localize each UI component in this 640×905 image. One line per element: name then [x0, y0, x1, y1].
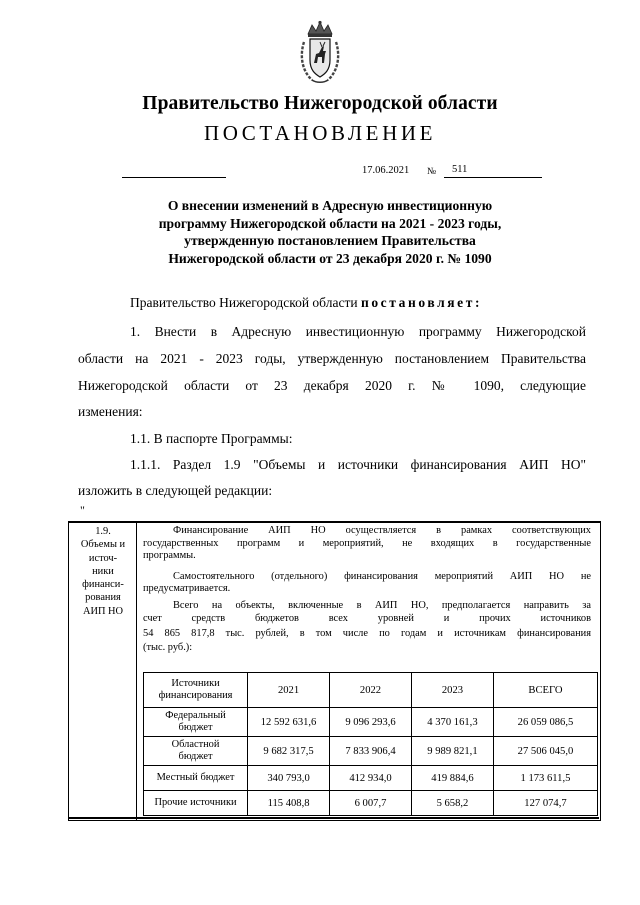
table-header-row — [144, 673, 598, 708]
row-label: Местный бюджет — [144, 766, 248, 791]
financing-text-line: Всего на объекты, включенные в АИП НО, предполагается направить за — [173, 600, 591, 611]
financing-table — [143, 672, 598, 816]
row-label — [144, 708, 248, 737]
section-label — [72, 525, 134, 618]
row-label-line: Областной — [171, 739, 220, 750]
table-cell: 5 658,2 — [411, 791, 493, 816]
table-cell: 12 592 631,6 — [248, 708, 330, 737]
table-row — [144, 766, 598, 791]
item-1-1-1-line: 1.1.1. Раздел 1.9 "Объемы и источники финансирования АИП НО" — [130, 457, 586, 472]
financing-text-line: 54 865 817,8 тыс. рублей, в том числе по годам и источникам финансирования — [143, 628, 591, 639]
table-row — [144, 708, 598, 737]
item-1-1: 1.1. В паспорте Программы: — [130, 431, 293, 446]
table-cell: 115 408,8 — [248, 791, 330, 816]
decree-verb: постановляет: — [360, 295, 483, 310]
table-cell: 9 989 821,1 — [411, 737, 493, 766]
header-year: 2022 — [330, 673, 412, 708]
financing-text-line: Самостоятельного (отдельного) финансирования мероприятий АИП НО не — [173, 571, 591, 582]
table-cell: 340 793,0 — [248, 766, 330, 791]
table-cell: 9 096 293,6 — [330, 708, 412, 737]
header-source — [144, 673, 248, 708]
subject-line: Нижегородской области от 23 декабря 2020 г. № 1090 — [168, 250, 492, 266]
decree-prefix: Правительство Нижегородской области — [130, 295, 361, 310]
financing-text-line: (тыс. руб.): — [143, 642, 193, 653]
row-label-line: бюджет — [178, 751, 213, 762]
signature-line — [122, 177, 226, 178]
row-label-line: бюджет — [178, 722, 213, 733]
section-divider — [136, 523, 137, 820]
row-label — [144, 737, 248, 766]
document-kind: ПОСТАНОВЛЕНИЕ — [203, 121, 437, 145]
item-1-1-1-line: изложить в следующей редакции: — [78, 483, 273, 498]
table-cell: 412 934,0 — [330, 766, 412, 791]
table-cell: 26 059 086,5 — [493, 708, 597, 737]
subject-line: утвержденную постановлением Правительства — [184, 233, 476, 248]
item-1-line: изменения: — [78, 404, 143, 419]
financing-text-line: Финансирование АИП НО осуществляется в рамках соответствующих — [173, 525, 591, 536]
section-label-line: 1.9. — [95, 526, 111, 537]
table-cell: 6 007,7 — [330, 791, 412, 816]
coat-of-arms-icon — [298, 20, 342, 86]
section-label-line: финанси- — [82, 579, 124, 591]
table-cell: 9 682 317,5 — [248, 737, 330, 766]
section-label-line: АИП НО — [82, 605, 124, 617]
subject-line: О внесении изменений в Адресную инвестиционную — [167, 198, 493, 213]
header-source-line: Источники — [171, 678, 220, 689]
table-cell: 1 173 611,5 — [493, 766, 597, 791]
table-cell: 4 370 161,3 — [411, 708, 493, 737]
row-label: Прочие источники — [144, 791, 248, 816]
row-label-line: Федеральный — [165, 710, 226, 721]
financing-text-line: программы. — [143, 550, 196, 561]
document-subject — [80, 197, 580, 267]
table-row — [144, 737, 598, 766]
document-number: 511 — [452, 164, 468, 175]
document-date: 17.06.2021 — [362, 165, 410, 176]
financing-text-line: счет средств бюджетов всех уровней и прочих источников — [143, 613, 591, 624]
section-label-line: рования — [85, 592, 121, 604]
header-year: 2021 — [248, 673, 330, 708]
section-frame-bottom — [68, 817, 599, 819]
table-cell: 127 074,7 — [493, 791, 597, 816]
header-year: 2023 — [411, 673, 493, 708]
number-line — [444, 177, 542, 178]
item-1-line: Нижегородской области от 23 декабря 2020 г. № 1090, следующие — [78, 378, 586, 393]
subject-line: программу Нижегородской области на 2021 - 2023 годы, — [158, 215, 502, 231]
item-1-line: области на 2021 - 2023 годы, утвержденную постановлением Правительства — [78, 351, 586, 366]
open-quote: " — [80, 503, 85, 517]
table-cell: 7 833 906,4 — [330, 737, 412, 766]
header-source-line: финансирования — [158, 690, 233, 701]
government-title: Правительство Нижегородской области — [142, 93, 498, 114]
financing-text-line: предусматривается. — [143, 583, 231, 594]
section-label-line: источ- — [88, 552, 118, 564]
decree-line — [130, 294, 590, 312]
financing-text-line: государственных программ и мероприятий, не входящих в государственные — [143, 538, 591, 549]
number-sign: № — [427, 167, 437, 177]
section-label-line: Объемы и — [80, 539, 126, 551]
table-cell: 419 884,6 — [411, 766, 493, 791]
header-total: ВСЕГО — [493, 673, 597, 708]
table-row — [144, 791, 598, 816]
section-label-line: ники — [92, 565, 114, 577]
table-cell: 27 506 045,0 — [493, 737, 597, 766]
item-1-line: 1. Внести в Адресную инвестиционную программу Нижегородской — [130, 324, 586, 339]
